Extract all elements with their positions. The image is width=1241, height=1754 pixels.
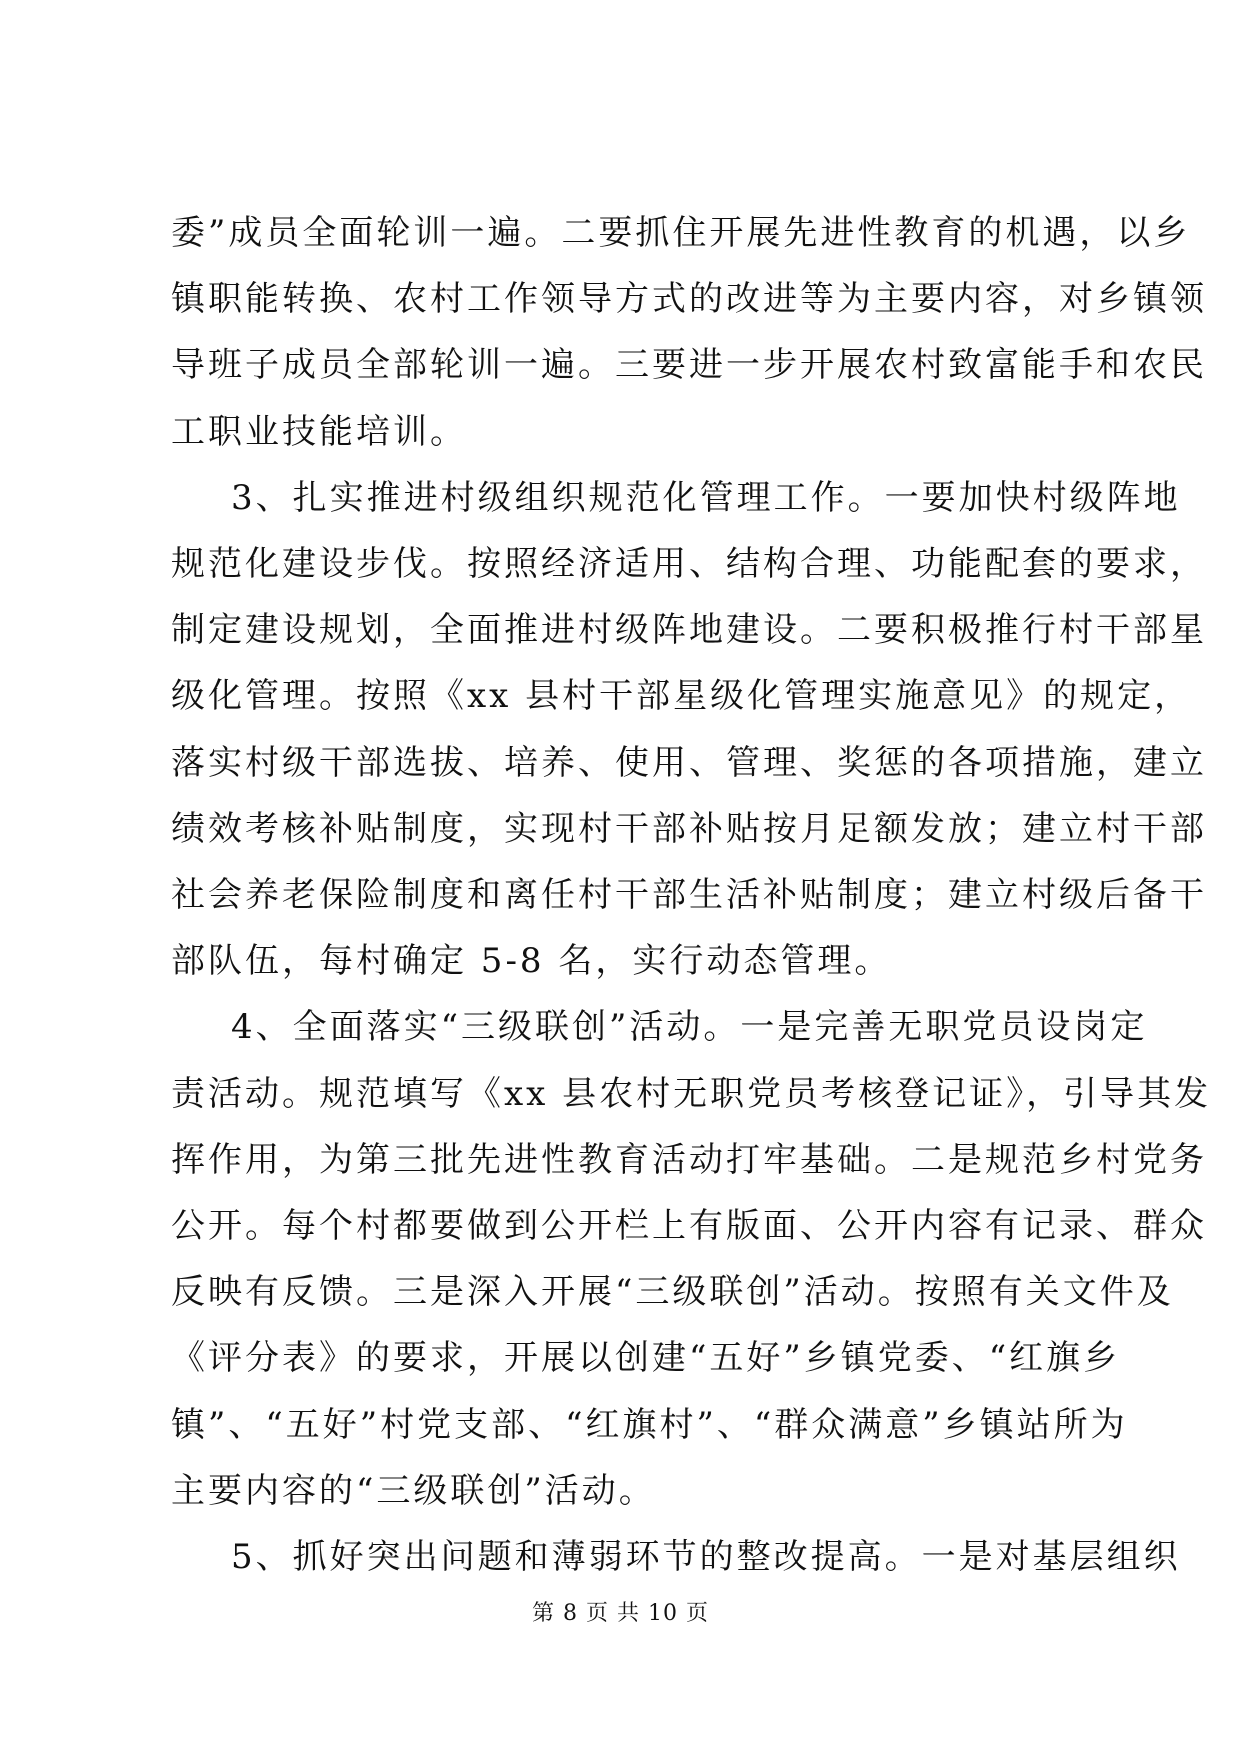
text-line: 挥作用，为第三批先进性教育活动打牢基础。二是规范乡村党务: [171, 1140, 1207, 1180]
paragraph-start-line: 3、扎实推进村级组织规范化管理工作。一要加快村级阵地: [231, 478, 1181, 518]
text-line: 规范化建设步伐。按照经济适用、结构合理、功能配套的要求，: [171, 544, 1207, 584]
text-line: 级化管理。按照《xx 县村干部星级化管理实施意见》的规定，: [171, 676, 1192, 716]
text-line: 责活动。规范填写《xx 县农村无职党员考核登记证》，引导其发: [171, 1074, 1212, 1114]
text-line: 制定建设规划，全面推进村级阵地建设。二要积极推行村干部星: [171, 610, 1207, 650]
text-line: 《评分表》的要求，开展以创建“五好”乡镇党委、“红旗乡: [171, 1338, 1121, 1378]
text-line: 社会养老保险制度和离任村干部生活补贴制度；建立村级后备干: [171, 875, 1207, 915]
text-line: 反映有反馈。三是深入开展“三级联创”活动。按照有关文件及: [171, 1272, 1174, 1312]
text-line: 落实村级干部选拔、培养、使用、管理、奖惩的各项措施，建立: [171, 743, 1207, 783]
text-line: 镇”、“五好”村党支部、“红旗村”、“群众满意”乡镇站所为: [171, 1405, 1128, 1445]
paragraph-start-line: 4、全面落实“三级联创”活动。一是完善无职党员设岗定: [231, 1007, 1148, 1047]
text-line: 委”成员全面轮训一遍。二要抓住开展先进性教育的机遇，以乡: [171, 213, 1191, 253]
text-line: 镇职能转换、农村工作领导方式的改进等为主要内容，对乡镇领: [171, 279, 1207, 319]
text-line: 部队伍，每村确定 5-8 名，实行动态管理。: [171, 941, 892, 981]
text-line: 公开。每个村都要做到公开栏上有版面、公开内容有记录、群众: [171, 1206, 1207, 1246]
text-line: 绩效考核补贴制度，实现村干部补贴按月足额发放；建立村干部: [171, 809, 1207, 849]
text-line: 主要内容的“三级联创”活动。: [171, 1471, 656, 1511]
text-line: 工职业技能培训。: [171, 412, 467, 452]
paragraph-start-line: 5、抓好突出问题和薄弱环节的整改提高。一是对基层组织: [231, 1537, 1181, 1577]
page-number-footer: 第 8 页 共 10 页: [532, 1601, 709, 1626]
text-line: 导班子成员全部轮训一遍。三要进一步开展农村致富能手和农民: [171, 345, 1207, 385]
